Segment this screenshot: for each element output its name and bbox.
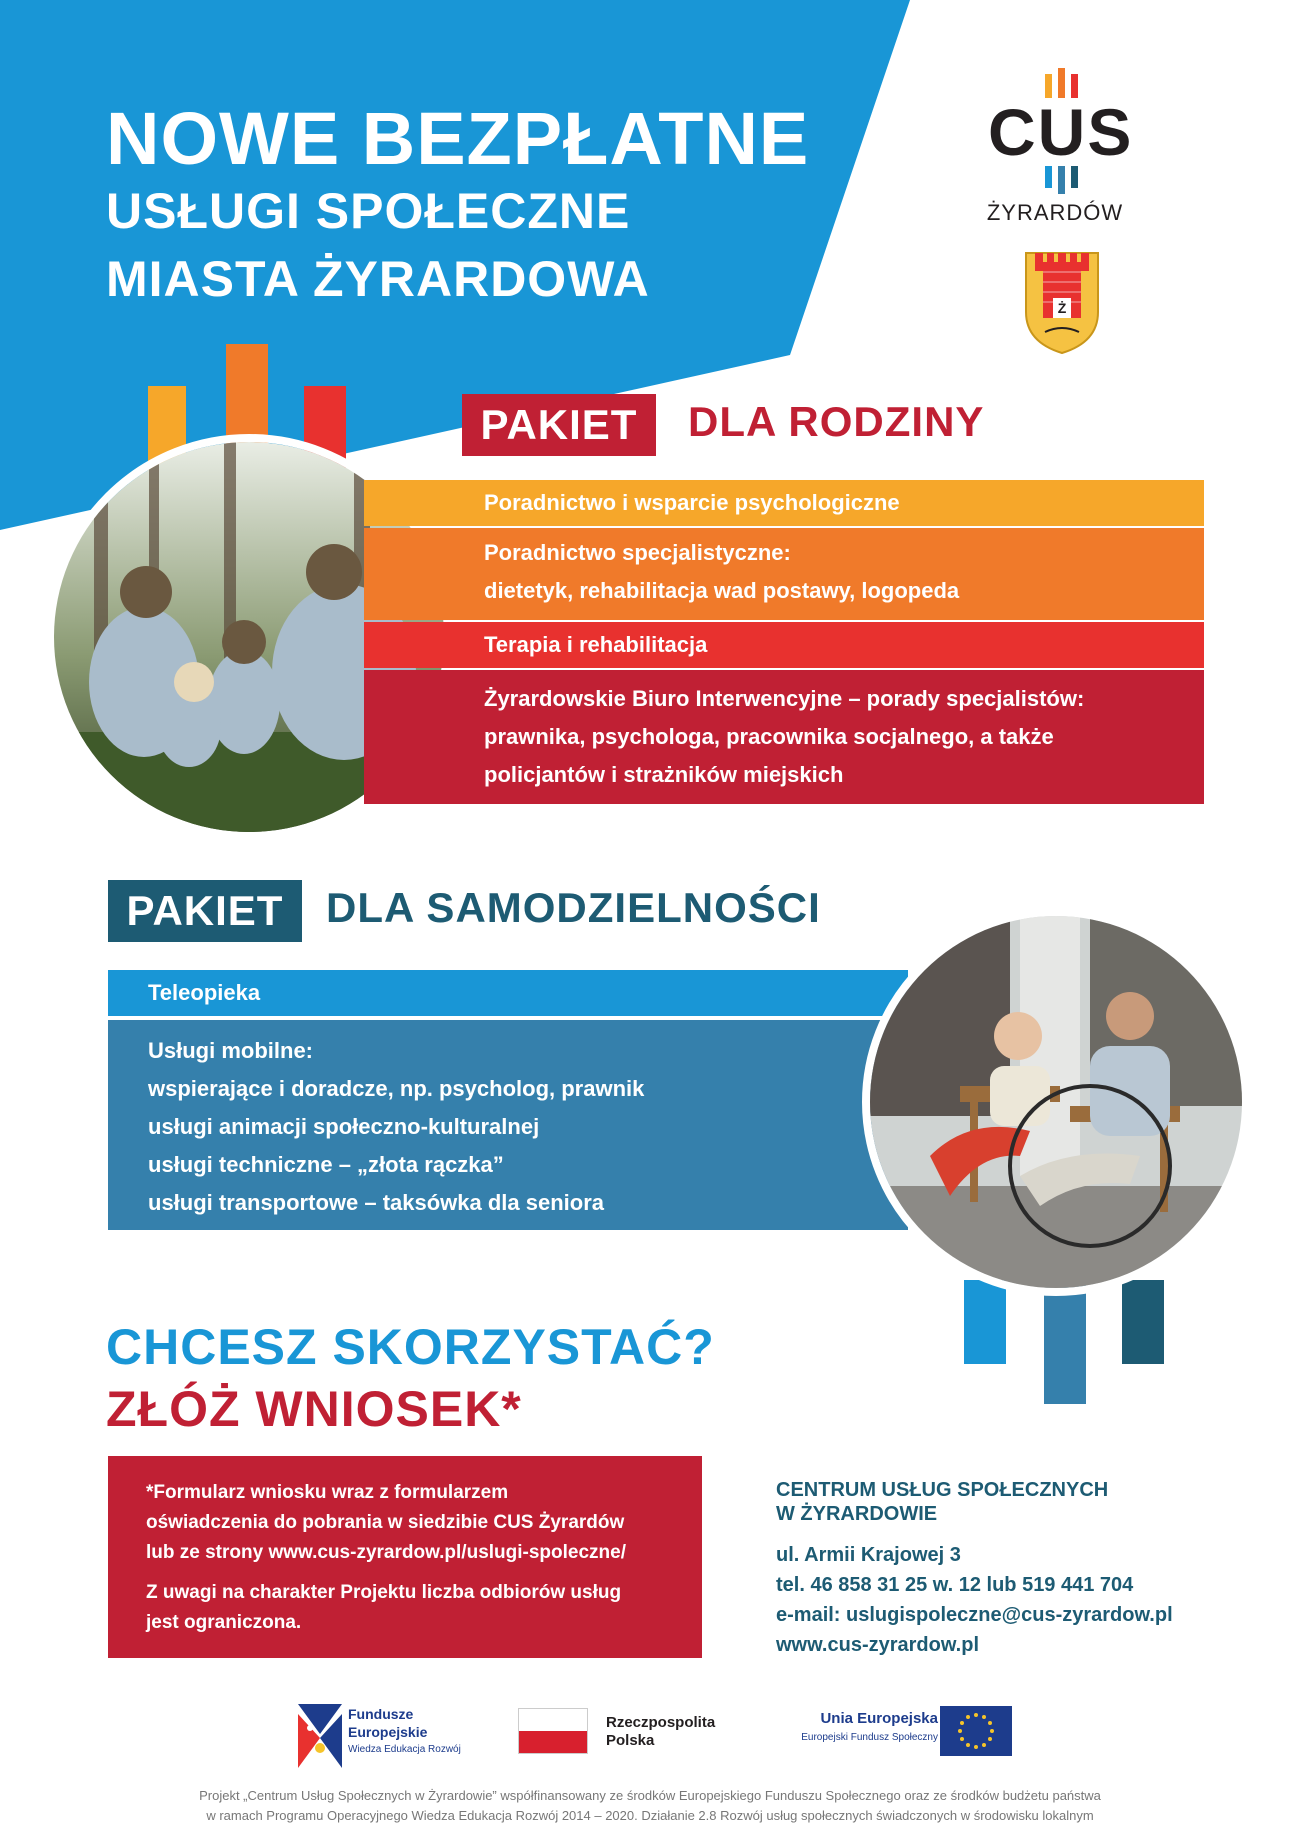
- contact-phone[interactable]: tel. 46 858 31 25 w. 12 lub 519 441 704: [776, 1574, 1134, 1596]
- decor-bar-teal: [1122, 1280, 1164, 1364]
- sponsors-strip: [0, 1698, 1300, 1778]
- cta-question: CHCESZ SKORZYSTAĆ?: [106, 1319, 715, 1375]
- footer-line-2: w ramach Programu Operacyjnego Wiedza Edukacja Rozwój 2014 – 2020. Działanie 2.8 Rozwój usług społecznych świadczonych w środowisku lokalnym: [206, 1808, 1094, 1823]
- contact-email[interactable]: e-mail: uslugispoleczne@cus-zyrardow.pl: [776, 1604, 1173, 1626]
- crest-letter: Ż: [1057, 300, 1067, 316]
- fundusze-europejskie-icon: [298, 1704, 342, 1768]
- rodzina-item-psychologiczne: [364, 480, 1204, 526]
- pakiet-samodzielnosc-badge: PAKIET: [108, 880, 302, 942]
- polish-flag-icon: [518, 1708, 588, 1754]
- rodzina-item-0-line-0: Poradnictwo i wsparcie psychologiczne: [484, 490, 900, 515]
- rodzina-item-1-line-1: dietetyk, rehabilitacja wad postawy, logopeda: [484, 578, 960, 603]
- rodzina-item-3-line-2: policjantów i strażników miejskich: [484, 762, 844, 787]
- application-note: [108, 1456, 702, 1658]
- rodzina-item-terapia: [364, 622, 1204, 668]
- cus-logo: [980, 60, 1150, 260]
- note-line-1: *Formularz wniosku wraz z formularzem: [146, 1482, 509, 1503]
- zyrardow-coat-of-arms-icon: [1023, 250, 1101, 356]
- ue-line-1: Unia Europejska: [820, 1710, 938, 1727]
- fe-line-3: Wiedza Edukacja Rozwój: [348, 1744, 461, 1755]
- rodzina-item-3-line-0: Żyrardowskie Biuro Interwencyjne – porady specjalistów:: [484, 686, 1085, 711]
- samodzielnosc-item-1-line-4: usługi transportowe – taksówka dla seniora: [148, 1190, 605, 1215]
- contact-org-line-1: CENTRUM USŁUG SPOŁECZNYCH: [776, 1479, 1109, 1501]
- note-line-4: Z uwagi na charakter Projektu liczba odbiorów usług: [146, 1582, 622, 1603]
- rodzina-item-1-line-0: Poradnictwo specjalistyczne:: [484, 540, 791, 565]
- cus-logo-city: ŻYRARDÓW: [986, 200, 1124, 225]
- rodzina-item-3-line-1: prawnika, psychologa, pracownika socjalnego, a także: [484, 724, 1054, 749]
- samodzielnosc-item-teleopieka: [108, 970, 908, 1016]
- contact-block: [776, 1478, 1256, 1660]
- rodzina-item-biuro-interwencyjne: [364, 670, 1204, 804]
- contact-address: ul. Armii Krajowej 3: [776, 1544, 961, 1566]
- note-line-5: jest ograniczona.: [146, 1612, 302, 1633]
- headline-line-3: MIASTA ŻYRARDOWA: [106, 251, 650, 307]
- fe-line-1: Fundusze: [348, 1706, 414, 1722]
- note-line-3[interactable]: lub ze strony www.cus-zyrardow.pl/uslugi-spoleczne/: [146, 1542, 627, 1563]
- pakiet-samodzielnosc-title: DLA SAMODZIELNOŚCI: [326, 884, 821, 931]
- samodzielnosc-item-1-line-0: Usługi mobilne:: [148, 1038, 313, 1063]
- eu-flag-icon: [940, 1706, 1012, 1756]
- contact-website[interactable]: www.cus-zyrardow.pl: [776, 1634, 979, 1656]
- contact-org-line-2: W ŻYRARDOWIE: [776, 1503, 938, 1525]
- pakiet-rodzina-badge: PAKIET: [462, 394, 656, 456]
- ue-line-2: Europejski Fundusz Społeczny: [801, 1732, 938, 1743]
- cta-apply: ZŁÓŻ WNIOSEK*: [106, 1381, 522, 1437]
- samodzielnosc-item-1-line-3: usługi techniczne – „złota rączka”: [148, 1152, 504, 1177]
- rp-line-2: Polska: [606, 1732, 655, 1749]
- samodzielnosc-item-0-line-0: Teleopieka: [148, 980, 261, 1005]
- rodzina-item-2-line-0: Terapia i rehabilitacja: [484, 632, 708, 657]
- pakiet-rodzina-title: DLA RODZINY: [688, 398, 985, 445]
- footer-line-1: Projekt „Centrum Usług Społecznych w Żyrardowie” współfinansowany ze środków Europejskiego Funduszu Społecznego oraz ze środków budżetu państwa: [199, 1788, 1101, 1803]
- seniors-on-porch-photo: [862, 908, 1250, 1296]
- headline-line-1: NOWE BEZPŁATNE: [106, 97, 810, 180]
- cus-logo-text: CUS: [988, 95, 1134, 169]
- rp-line-1: Rzeczpospolita: [606, 1714, 716, 1731]
- samodzielnosc-item-uslugi-mobilne: [108, 1020, 908, 1230]
- rodzina-item-specjalistyczne: [364, 528, 1204, 620]
- decor-bar-blue: [964, 1280, 1006, 1364]
- project-footer: [100, 1786, 1200, 1826]
- headline-line-2: USŁUGI SPOŁECZNE: [106, 183, 631, 239]
- samodzielnosc-item-1-line-2: usługi animacji społeczno-kulturalnej: [148, 1114, 540, 1139]
- samodzielnosc-item-1-line-1: wspierające i doradcze, np. psycholog, prawnik: [148, 1076, 645, 1101]
- fe-line-2: Europejskie: [348, 1724, 428, 1740]
- note-line-2: oświadczenia do pobrania w siedzibie CUS Żyrardów: [146, 1512, 625, 1533]
